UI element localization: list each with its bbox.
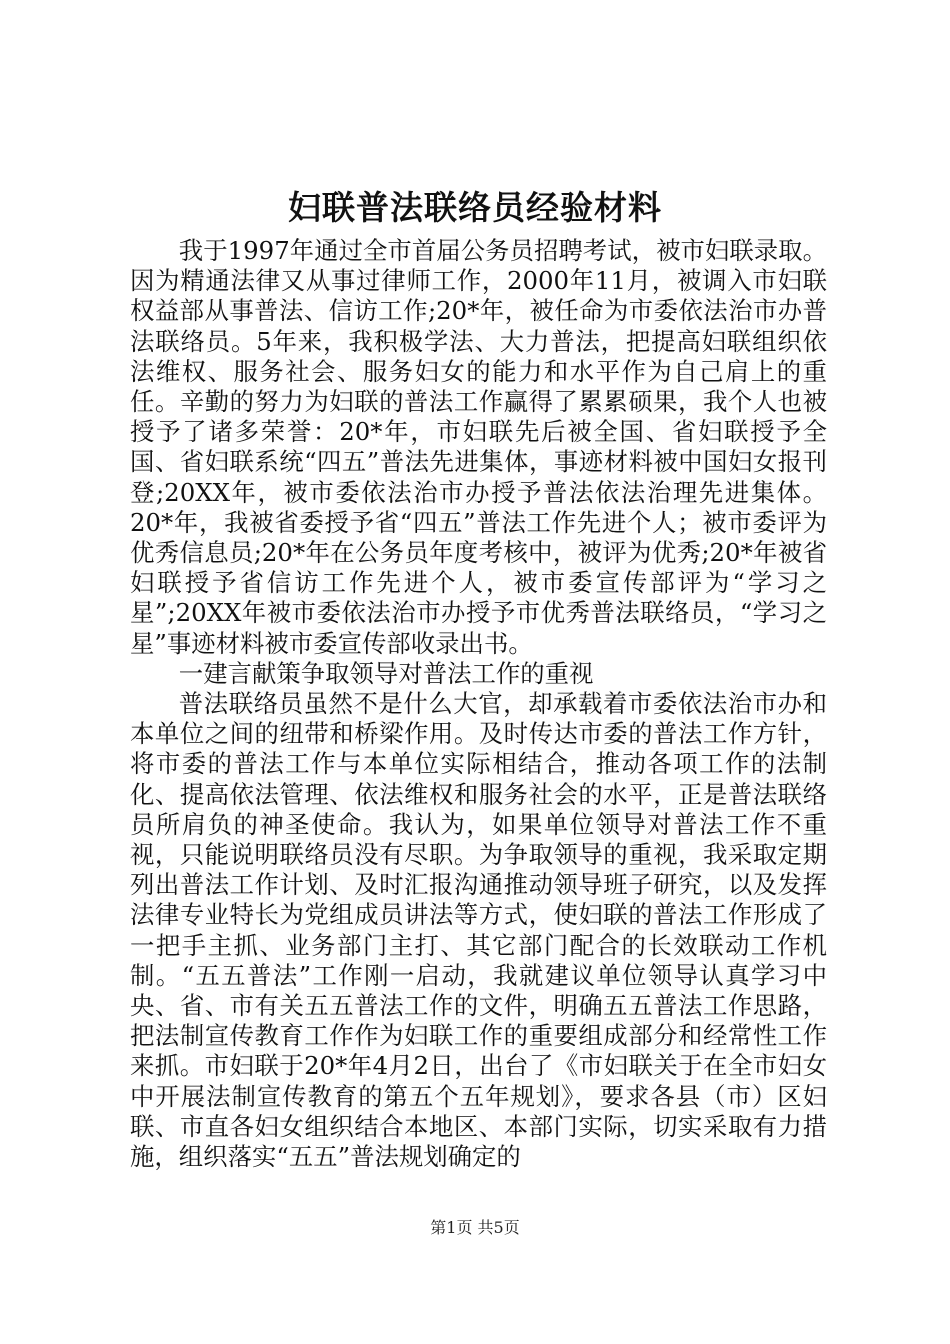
document-body [130, 236, 827, 1172]
paragraph-intro: 我于1997年通过全市首届公务员招聘考试，被市妇联录取。因为精通法律又从事过律师工作，2000年11月，被调入市妇联权益部从事普法、信访工作;20*年，被任命为市委依法治市办普法联络员。5年来，我积极学法、大力普法，把提高妇联组织依法维权、服务社会、服务妇女的能力和水平作为自己肩上的重任。辛勤的努力为妇联的普法工作赢得了累累硕果，我个人也被授予了诸多荣誉：20*年，市妇联先后被全国、省妇联授予全国、省妇联系统“四五”普法先进集体，事迹材料被中国妇女报刊登;20XX年，被市委依法治市办授予普法依法治理先进集体。20*年，我被省委授予省“四五”普法工作先进个人；被市委评为优秀信息员;20*年在公务员年度考核中，被评为优秀;20*年被省妇联授予省信访工作先进个人，被市委宣传部评为“学习之星”;20XX年被市委依法治市办授予市优秀普法联络员，“学习之星”事迹材料被市委宣传部收录出书。 [130, 236, 827, 658]
section-heading: 一建言献策争取领导对普法工作的重视 [178, 658, 594, 688]
page-footer: 第1页 共5页 [430, 1218, 520, 1237]
document-title: 妇联普法联络员经验材料 [288, 188, 662, 227]
paragraph-section-1: 普法联络员虽然不是什么大官，却承载着市委依法治市办和本单位之间的纽带和桥梁作用。及时传达市委的普法工作方针，将市委的普法工作与本单位实际相结合，推动各项工作的法制化、提高依法管理、依法维权和服务社会的水平，正是普法联络员所肩负的神圣使命。我认为，如果单位领导对普法工作不重视，只能说明联络员没有尽职。为争取领导的重视，我采取定期列出普法工作计划、及时汇报沟通推动领导班子研究，以及发挥法律专业特长为党组成员讲法等方式，使妇联的普法工作形成了一把手主抓、业务部门主打、其它部门配合的长效联动工作机制。“五五普法”工作刚一启动，我就建议单位领导认真学习中央、省、市有关五五普法工作的文件，明确五五普法工作思路，把法制宣传教育工作作为妇联工作的重要组成部分和经常性工作来抓。市妇联于20*年4月2日，出台了《市妇联关于在全市妇女中开展法制宣传教育的第五个五年规划》，要求各县（市）区妇联、市直各妇女组织结合本地区、本部门实际，切实采取有力措施，组织落实“五五”普法规划确定的 [130, 689, 827, 1172]
